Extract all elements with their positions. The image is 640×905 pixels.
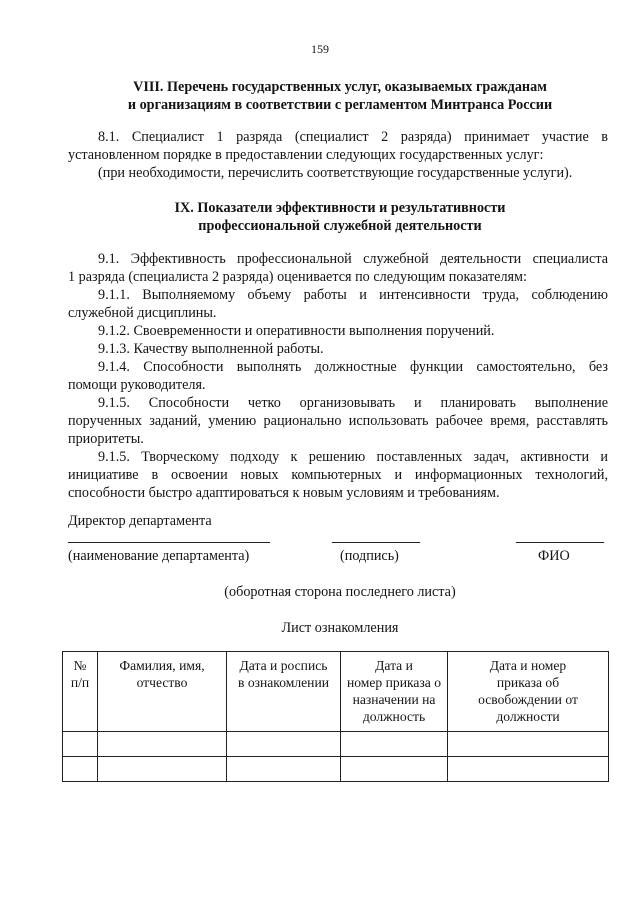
reverse-side-note: (оборотная сторона последнего листа) (224, 584, 456, 600)
header-appointment-order: Дата и номер приказа о назначении на должность (341, 652, 448, 732)
department-signature-line (68, 542, 270, 543)
table-row (63, 757, 609, 782)
paragraph-line: 9.1.4. Способности выполнять должностные функции самостоятельно, без (98, 359, 608, 375)
signature-line (332, 542, 420, 543)
heading-line: профессиональной служебной деятельности (198, 218, 482, 234)
paragraph-line: приоритеты. (68, 431, 144, 447)
paragraph-line: 9.1.5. Способности четко организовывать и планировать выполнение (98, 395, 608, 411)
table-cell (98, 757, 227, 782)
paragraph-8-1 (68, 128, 608, 182)
table-cell (341, 757, 448, 782)
paragraph-line: 9.1.2. Своевременности и оперативности выполнения поручений. (98, 323, 495, 339)
table-cell (448, 732, 609, 757)
heading-line: VIII. Перечень государственных услуг, оказываемых гражданам (133, 79, 547, 95)
name-signature-line (516, 542, 604, 543)
paragraph-9-1 (68, 250, 608, 502)
paragraph-line: 9.1. Эффективность профессиональной служебной деятельности специалиста (98, 251, 608, 267)
section-ix-heading (60, 199, 620, 235)
full-name-caption: ФИО (538, 548, 570, 564)
table-cell (341, 732, 448, 757)
paragraph-line: помощи руководителя. (68, 377, 206, 393)
paragraph-line: (при необходимости, перечислить соответствующие государственные услуги). (98, 165, 573, 181)
table-cell (227, 732, 341, 757)
table-cell (63, 757, 98, 782)
table-cell (98, 732, 227, 757)
paragraph-line: 1 разряда (специалиста 2 разряда) оценивается по следующим показателям: (68, 269, 527, 285)
section-viii-heading (60, 78, 620, 114)
table-cell (227, 757, 341, 782)
heading-line: IX. Показатели эффективности и результативности (174, 200, 506, 216)
table-header-row (63, 652, 609, 732)
header-dismissal-order: Дата и номер приказа об освобождении от должности (448, 652, 609, 732)
acquaintance-table (62, 651, 609, 782)
department-caption: (наименование департамента) (68, 548, 250, 564)
paragraph-line: 9.1.3. Качеству выполненной работы. (98, 341, 324, 357)
paragraph-line: порученных заданий, умению рационально использовать рабочее время, расставлять (68, 413, 608, 429)
page-number: 159 (311, 42, 329, 56)
header-date-signature: Дата и роспись в ознакомлении (227, 652, 341, 732)
heading-line: и организациям в соответствии с регламентом Минтранса России (127, 97, 553, 113)
acquaintance-title: Лист ознакомления (281, 620, 399, 636)
paragraph-line: инициативе в освоении новых компьютерных и информационных технологий, (68, 467, 608, 483)
table-cell (448, 757, 609, 782)
table-cell (63, 732, 98, 757)
director-label: Директор департамента (68, 513, 212, 529)
table-row (63, 732, 609, 757)
paragraph-line: 9.1.5. Творческому подходу к решению поставленных задач, активности и (98, 449, 608, 465)
header-number: № п/п (63, 652, 98, 732)
header-full-name: Фамилия, имя, отчество (98, 652, 227, 732)
signature-caption: (подпись) (340, 548, 399, 564)
paragraph-line: способности быстро адаптироваться к новым условиям и требованиям. (68, 485, 500, 501)
paragraph-line: установленном порядке в предоставлении следующих государственных услуг: (68, 147, 544, 163)
paragraph-line: 9.1.1. Выполняемому объему работы и интенсивности труда, соблюдению (98, 287, 608, 303)
paragraph-line: служебной дисциплины. (68, 305, 217, 321)
paragraph-line: 8.1. Специалист 1 разряда (специалист 2 разряда) принимает участие в (98, 129, 608, 145)
